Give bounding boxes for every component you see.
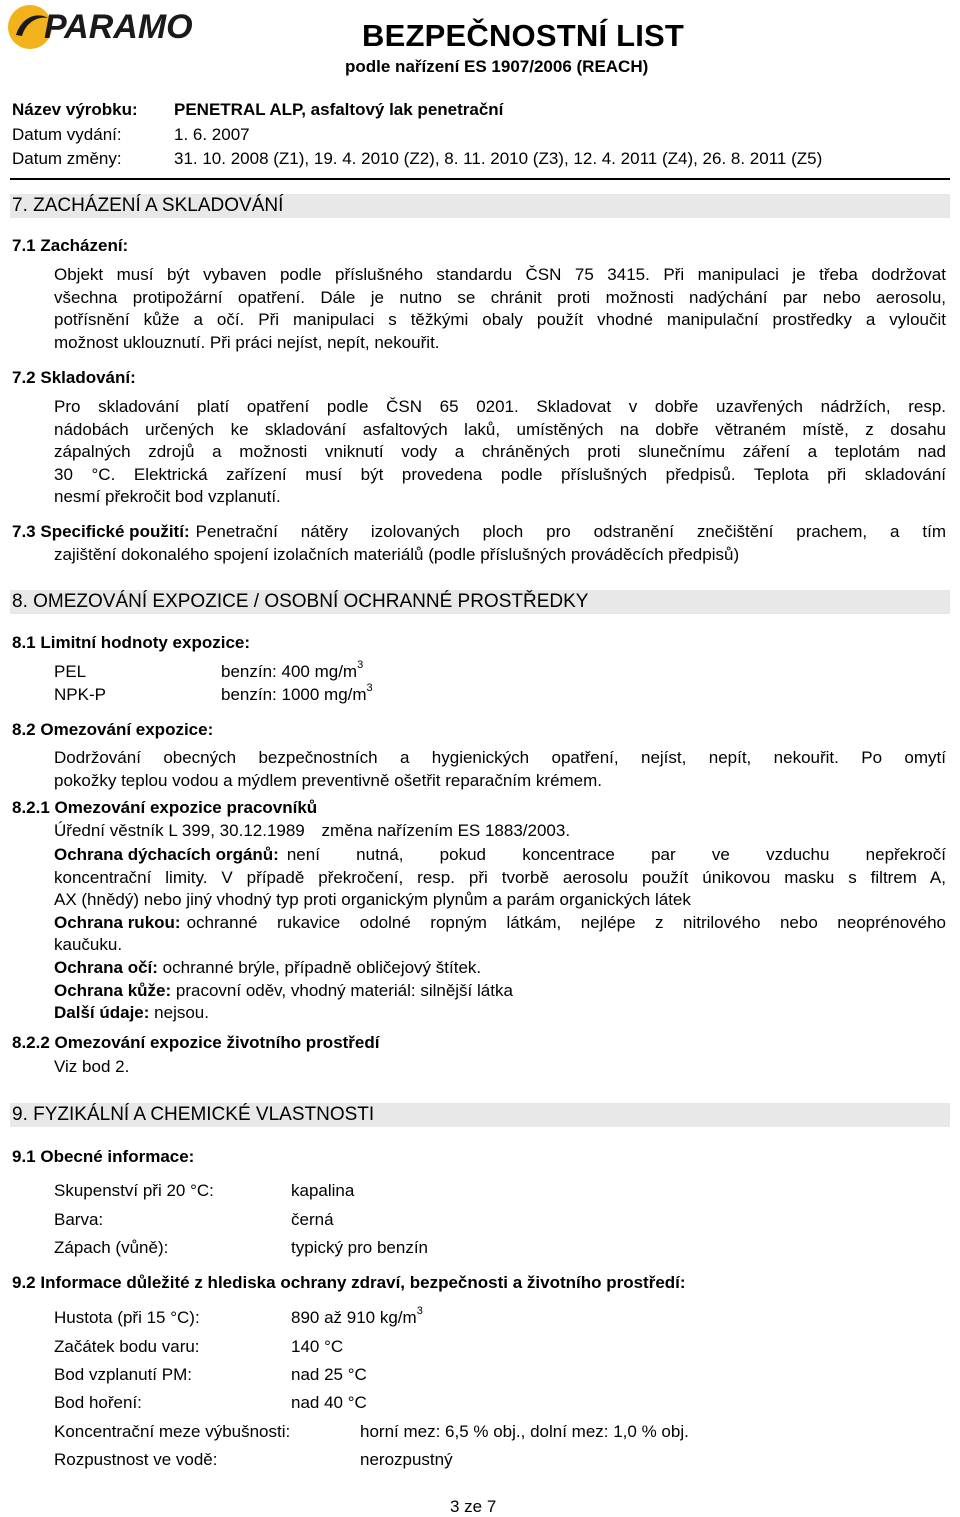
document-subtitle: podle nařízení ES 1907/2006 (REACH) xyxy=(345,57,649,76)
resp-label: Ochrana dýchacích orgánů: xyxy=(54,845,279,864)
property-label: Bod vzplanutí PM: xyxy=(54,1365,192,1384)
limit-value-text: benzín: 400 mg/m xyxy=(221,662,358,681)
property-label: Barva: xyxy=(54,1210,104,1229)
specific-use xyxy=(12,520,946,566)
document-title: BEZPEČNOSTNÍ LIST xyxy=(362,18,685,53)
limit-value xyxy=(221,659,364,682)
subsection-7-2: 7.2 Skladování: xyxy=(12,368,136,387)
handling-line: Objekt musí být vybaven podle příslušného standardu ČSN 75 3415. Při manipulaci je třeba dodržovat xyxy=(54,265,946,284)
property-label: Bod hoření: xyxy=(54,1393,142,1412)
limit-value xyxy=(221,682,373,705)
property-value: typický pro benzín xyxy=(291,1238,429,1257)
hand-line-1 xyxy=(54,912,946,935)
section-9-title: 9. FYZIKÁLNÍ A CHEMICKÉ VLASTNOSTI xyxy=(12,1104,375,1125)
density-value: 890 až 910 kg/m xyxy=(291,1308,417,1327)
environment-text: Viz bod 2. xyxy=(54,1057,130,1076)
handling-line: všechna protipožární opatření. Dále je nutno se chránit proti možnosti nadýchání par nebo aerosolu, xyxy=(54,287,946,307)
storage-line: nesmí překročit bod vzplanutí. xyxy=(54,487,281,507)
property-label: Zápach (vůně): xyxy=(54,1238,169,1257)
limit-label: NPK-P xyxy=(54,685,106,704)
property-value: 140 °C xyxy=(291,1337,344,1356)
subsection-8-1: 8.1 Limitní hodnoty expozice: xyxy=(12,633,251,652)
section-8-title: 8. OMEZOVÁNÍ EXPOZICE / OSOBNÍ OCHRANNÉ PROSTŘEDKY xyxy=(12,591,589,612)
regulation-ref-b: změna nařízením ES 1883/2003. xyxy=(321,821,571,840)
property-label: Skupenství při 20 °C: xyxy=(54,1181,214,1200)
hand-label: Ochrana rukou: xyxy=(54,912,181,932)
resp-text: není nutná, pokud koncentrace par ve vzduchu nepřekročí xyxy=(286,845,946,864)
hand-line-2: kaučuku. xyxy=(54,935,123,955)
exposure-line: pokožky teplou vodou a mýdlem preventivně ošetřit reparačním krémem. xyxy=(54,770,603,790)
handling-text xyxy=(54,264,946,354)
exposure-line: Dodržování obecných bezpečnostních a hygienických opatření, nejíst, nepít, nekouřit. Po omytí xyxy=(54,748,946,767)
property-value: nad 25 °C xyxy=(291,1365,367,1384)
subsection-8-2-2: 8.2.2 Omezování expozice životního prostředí xyxy=(12,1033,380,1052)
handling-line: potřísnění kůže a očí. Při manipulaci s těžkými obaly použít vhodné manipulační prostředky a vyloučit xyxy=(54,310,946,330)
issue-date: 1. 6. 2007 xyxy=(174,125,250,144)
density-sup: 3 xyxy=(416,1305,423,1318)
property-label: Rozpustnost ve vodě: xyxy=(54,1450,218,1469)
exposure-text xyxy=(54,747,946,792)
limit-value-text: benzín: 1000 mg/m xyxy=(221,685,367,704)
section-7-title: 7. ZACHÁZENÍ A SKLADOVÁNÍ xyxy=(12,195,284,216)
paramo-logo xyxy=(4,2,214,52)
hand-text: ochranné rukavice odolné ropným látkám, nejlépe z nitrilového nebo neoprénového xyxy=(186,912,946,932)
property-value: černá xyxy=(291,1210,334,1229)
regulation-ref-a: Úřední věstník L 399, 30.12.1989 xyxy=(54,821,305,840)
other-label: Další údaje: xyxy=(54,1003,150,1023)
property-label: Hustota (při 15 °C): xyxy=(54,1308,200,1327)
property-label: Začátek bodu varu: xyxy=(54,1337,200,1356)
subsection-8-2: 8.2 Omezování expozice: xyxy=(12,720,214,739)
subsection-7-1: 7.1 Zacházení: xyxy=(12,236,129,255)
property-value: nad 40 °C xyxy=(291,1393,367,1412)
specific-use-line: Penetrační nátěry izolovaných ploch pro odstranění znečištění prachem, a tím xyxy=(195,522,946,541)
skin-text: pracovní oděv, vhodný materiál: silnější látka xyxy=(175,980,513,1000)
regulation-reference xyxy=(54,821,570,841)
property-value: kapalina xyxy=(291,1181,355,1200)
change-dates: 31. 10. 2008 (Z1), 19. 4. 2010 (Z2), 8. 11. 2010 (Z3), 12. 4. 2011 (Z4), 26. 8. 2011 (Z5) xyxy=(174,149,823,168)
skin-label: Ochrana kůže: xyxy=(54,980,172,1000)
eye-text: ochranné brýle, případně obličejový štítek. xyxy=(162,957,482,977)
protection-block xyxy=(54,844,946,1025)
resp-line-2: koncentrační limity. V případě překročení, resp. při tvorbě aerosolu použít únikovou masku s filtrem A, xyxy=(54,867,946,887)
change-date-label: Datum změny: xyxy=(12,149,122,168)
skin-line xyxy=(54,980,946,1003)
subsection-8-2-1: 8.2.1 Omezování expozice pracovníků xyxy=(12,798,318,817)
storage-text xyxy=(54,396,946,509)
product-label: Název výrobku: xyxy=(12,100,138,119)
limit-value-sup: 3 xyxy=(357,659,364,672)
storage-line: 30 °C. Elektrická zařízení musí být provedena podle příslušných předpisů. Teplota při skladování xyxy=(54,464,946,484)
svg-text:PARAMO: PARAMO xyxy=(44,8,193,46)
subsection-7-3: 7.3 Specifické použití: xyxy=(12,522,190,541)
product-name: PENETRAL ALP, asfaltový lak penetrační xyxy=(174,100,504,119)
specific-use-line: zajištění dokonalého spojení izolačních materiálů (podle příslušných prováděcích předpisů) xyxy=(54,545,740,564)
header-divider xyxy=(10,178,950,180)
subsection-9-1: 9.1 Obecné informace: xyxy=(12,1147,195,1166)
storage-line: zápalných zdrojů a možnosti vniknutí vody a chráněných proti slunečnímu záření a teplotám nad xyxy=(54,442,946,462)
subsection-9-2: 9.2 Informace důležité z hlediska ochrany zdraví, bezpečnosti a životního prostředí: xyxy=(12,1273,686,1292)
storage-line: Pro skladování platí opatření podle ČSN 65 0201. Skladovat v dobře uzavřených nádržích, resp. xyxy=(54,397,946,416)
resp-line-3: AX (hnědý) nebo jiný vhodný typ proti organickým plynům a parám organických látek xyxy=(54,890,691,910)
issue-date-label: Datum vydání: xyxy=(12,125,122,144)
property-value xyxy=(291,1305,423,1328)
paramo-logo-icon xyxy=(4,2,214,52)
limit-value-sup: 3 xyxy=(366,682,373,695)
other-text: nejsou. xyxy=(154,1003,209,1023)
eye-line xyxy=(54,957,946,980)
resp-line-1 xyxy=(54,844,946,867)
property-value: horní mez: 6,5 % obj., dolní mez: 1,0 % obj. xyxy=(360,1422,689,1441)
other-line xyxy=(54,1002,946,1025)
storage-line: nádobách určených ke skladování asfaltových laků, umístěných na dobře větraném místě, z dosahu xyxy=(54,419,946,439)
eye-label: Ochrana očí: xyxy=(54,957,158,977)
handling-line: možnost uklouznutí. Při práci nejíst, nepít, nekouřit. xyxy=(54,332,440,352)
property-value: nerozpustný xyxy=(360,1450,453,1469)
page-number: 3 ze 7 xyxy=(450,1497,497,1516)
limit-label: PEL xyxy=(54,662,87,681)
property-label: Koncentrační meze výbušnosti: xyxy=(54,1422,291,1441)
